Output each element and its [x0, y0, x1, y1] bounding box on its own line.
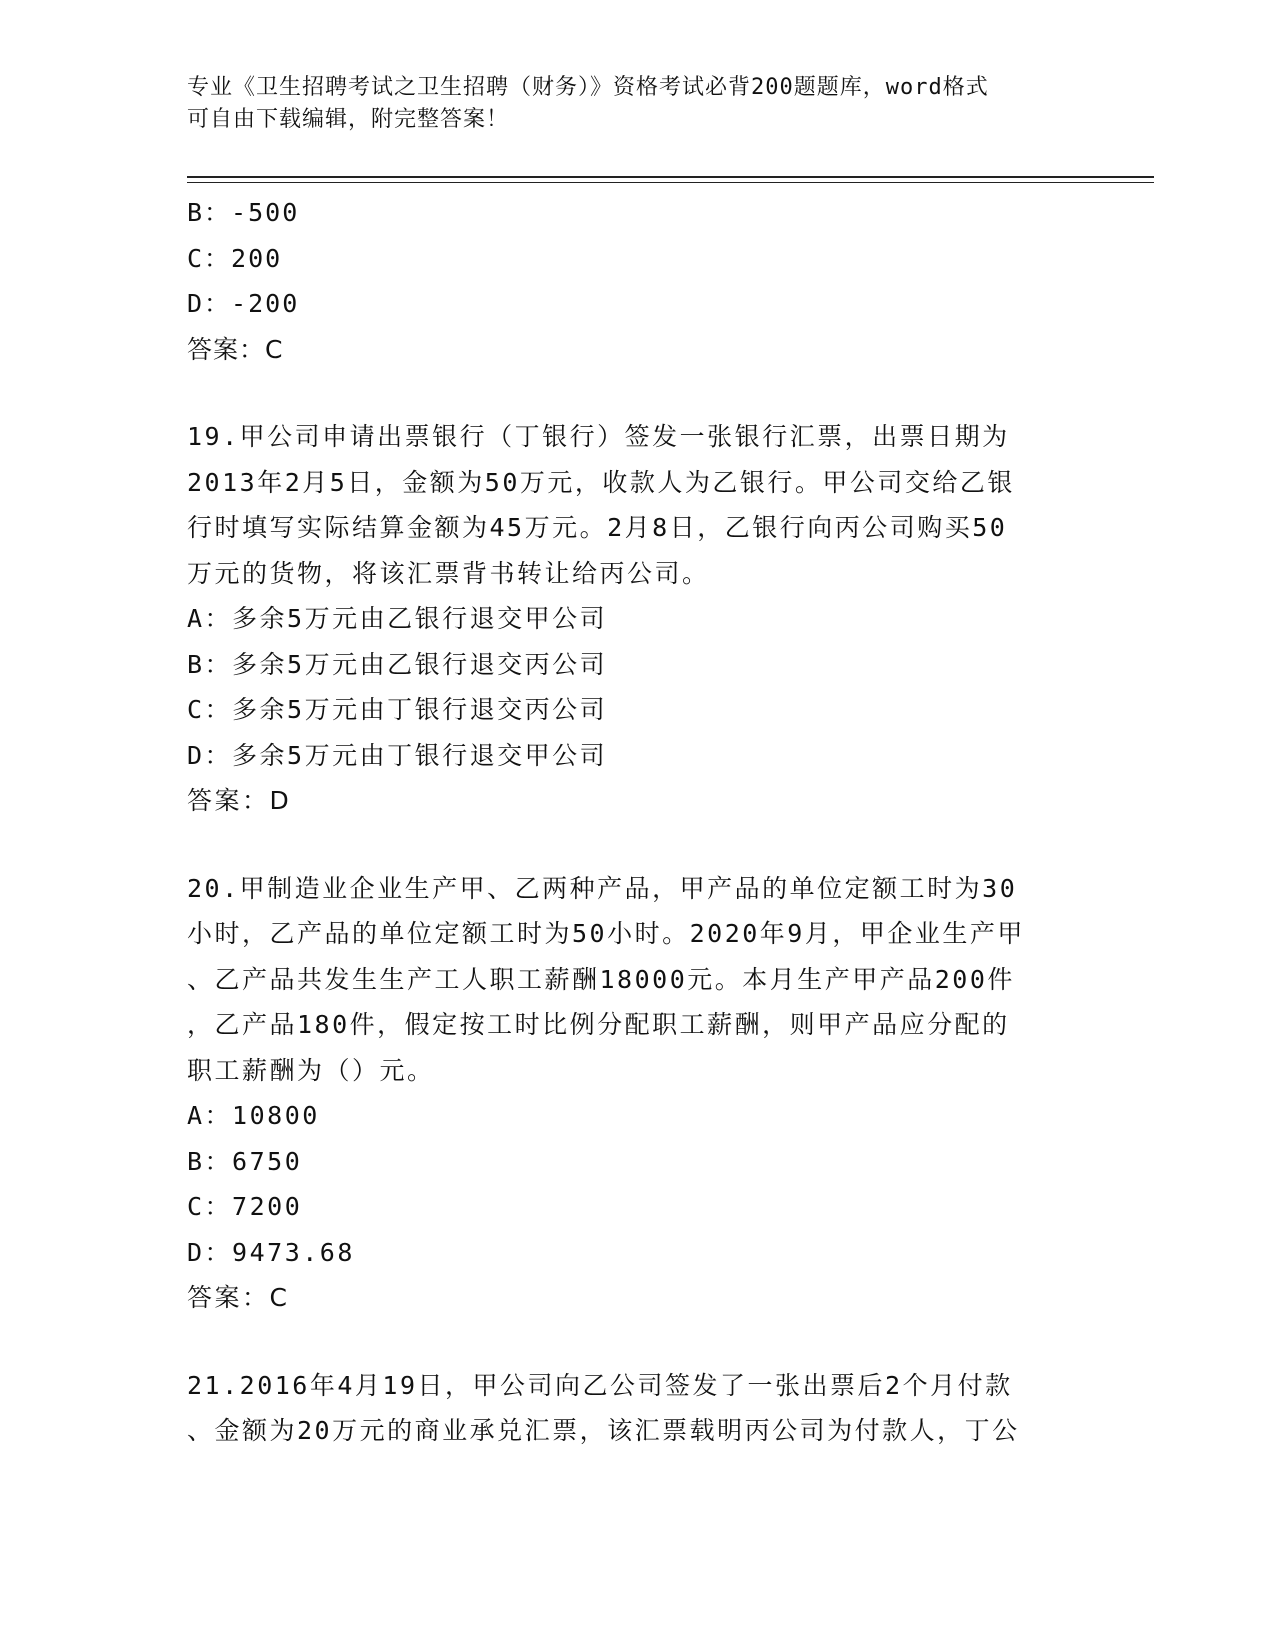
header-title-line-1: 专业《卫生招聘考试之卫生招聘（财务）》资格考试必背200题题库，word格式	[187, 75, 989, 100]
header-title-line-2: 可自由下载编辑，附完整答案！	[187, 107, 510, 132]
question-text-line: 万元的货物，将该汇票背书转让给丙公司。	[187, 558, 710, 588]
prev-question-block	[187, 190, 1087, 372]
question-text-line: 、金额为20万元的商业承兑汇票，该汇票载明丙公司为付款人，丁公	[187, 1416, 1020, 1445]
question-text-line: 小时，乙产品的单位定额工时为50小时。2020年9月，甲企业生产甲	[187, 919, 1025, 948]
option-c: C：多余5万元由丁银行退交丙公司	[187, 695, 608, 724]
option-b: B：多余5万元由乙银行退交丙公司	[187, 649, 608, 679]
option-c: C：7200	[187, 1192, 303, 1221]
option-b: B：-500	[187, 198, 300, 227]
option-d: D：多余5万元由丁银行退交甲公司	[187, 740, 608, 770]
document-header	[187, 72, 1077, 136]
question-text-line: 20.甲制造业企业生产甲、乙两种产品，甲产品的单位定额工时为30	[187, 873, 1018, 903]
option-c: C：200	[187, 243, 283, 273]
option-a: A：10800	[187, 1101, 320, 1130]
question-20	[187, 866, 1087, 1321]
header-divider	[187, 176, 1154, 183]
question-text-line: 职工薪酬为（）元。	[187, 1055, 435, 1085]
option-a: A：多余5万元由乙银行退交甲公司	[187, 604, 608, 633]
question-text-line: 、乙产品共发生生产工人职工薪酬18000元。本月生产甲产品200件	[187, 964, 1015, 994]
question-text-line: 19.甲公司申请出票银行（丁银行）签发一张银行汇票，出票日期为	[187, 422, 1010, 451]
question-text-line: 行时填写实际结算金额为45万元。2月8日，乙银行向丙公司购买50	[187, 513, 1008, 542]
document-body	[187, 190, 1087, 1454]
question-text-line: 2013年2月5日，金额为50万元，收款人为乙银行。甲公司交给乙银	[187, 467, 1015, 497]
option-d: D：-200	[187, 289, 300, 318]
question-19	[187, 414, 1087, 824]
option-b: B：6750	[187, 1146, 303, 1176]
question-text-line: 21.2016年4月19日，甲公司向乙公司签发了一张出票后2个月付款	[187, 1370, 1013, 1400]
answer-line: 答案：C	[187, 334, 284, 364]
answer-line: 答案：C	[187, 1283, 290, 1312]
question-text-line: ，乙产品180件，假定按工时比例分配职工薪酬，则甲产品应分配的	[187, 1010, 1010, 1039]
question-21	[187, 1363, 1087, 1454]
option-d: D：9473.68	[187, 1237, 355, 1267]
answer-line: 答案：D	[187, 786, 292, 815]
